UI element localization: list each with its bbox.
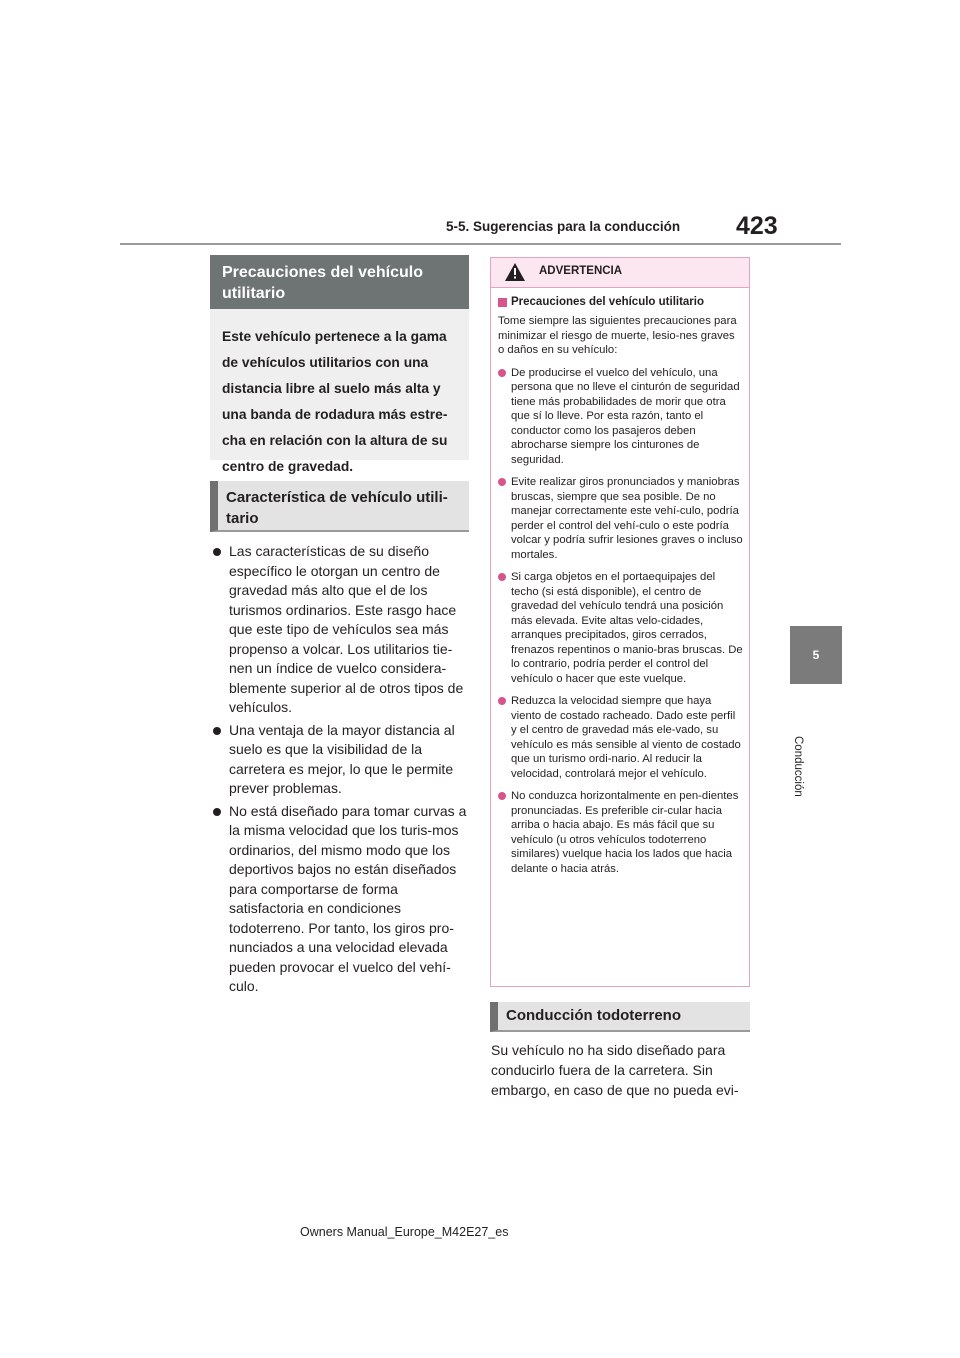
pink-bullet-icon — [498, 697, 506, 705]
pink-bullet-icon — [498, 573, 506, 581]
bullet-text: Las características de su diseño específico le otorgan un centro de gravedad más alto que el de los turismos ordinarios. Este rasgo hace que este tipo de vehículos sea más propenso a volcar. Los utilitarios tie-nen un índice de vuelco considera-blemente superior al de otros tipos de vehículos. — [229, 543, 464, 715]
warning-header — [491, 258, 749, 288]
bullet-icon — [213, 727, 221, 735]
warning-box — [490, 257, 750, 987]
list-item — [210, 542, 472, 718]
warning-triangle-icon — [505, 263, 525, 281]
heading-conduccion-todoterreno: Conducción todoterreno — [490, 1002, 750, 1032]
list-item — [498, 570, 743, 686]
warning-item-text: Si carga objetos en el portaequipajes del techo (si está disponible), el centro de gravedad del vehículo tendrá una posición más elevada. Evite altas velo-cidades, arranques precipitados, giros cerrados, frenazos repentinos o manio-bras bruscas. De lo contrario, podría perder el control del vehículo o hacer que este vuelque. — [511, 571, 743, 685]
list-item — [210, 802, 472, 997]
intro-box: Este vehículo pertenece a la gama de vehículos utilitarios con una distancia libre al suelo más alta y una banda de rodadura más estre-cha en relación con la altura de su centro de gravedad. — [210, 309, 469, 460]
warning-intro: Tome siempre las siguientes precauciones para minimizar el riesgo de muerte, lesio-nes graves o daños en su vehículo: — [498, 315, 737, 356]
warning-item-text: No conduzca horizontalmente en pen-dientes pronunciadas. Es preferible cir-cular hacia arriba o hacia abajo. Es más fácil que su vehículo (u otros vehículos todoterreno similares) vuelque hacia los lados que hacia delante o hacia atrás. — [511, 790, 739, 875]
warning-item-text: De producirse el vuelco del vehículo, una persona que no lleve el cinturón de seguridad tiene más probabilidades de morir que otra que sí lo lleve. Por esta razón, tanto el conductor como los pasajeros deben abrocharse siempre los cinturones de seguridad. — [511, 366, 740, 466]
warning-subtitle-text: Precauciones del vehículo utilitario — [511, 296, 705, 308]
heading-precauciones: Precauciones del vehículo utilitario — [210, 255, 469, 309]
pink-bullet-icon — [498, 792, 506, 800]
list-item — [498, 475, 743, 562]
square-bullet-icon — [498, 298, 507, 307]
page-number: 423 — [736, 212, 778, 240]
warning-item-text: Evite realizar giros pronunciados y maniobras bruscas, siempre que sea posible. De no manejar correctamente este vehí-culo, podría perder el control del vehí-culo o este podría volcar y podría sufrir lesiones graves o incluso mortales. — [511, 476, 743, 561]
bullet-text: Una ventaja de la mayor distancia al suelo es que la visibilidad de la carretera es mejor, lo que le permite prever problemas. — [229, 721, 455, 796]
header-rule — [120, 243, 841, 245]
warning-body — [491, 288, 749, 876]
offroad-paragraph: Su vehículo no ha sido diseñado para conducirlo fuera de la carretera. Sin embargo, en caso de que no pueda evi- — [491, 1042, 739, 1098]
bullet-list — [210, 542, 472, 1000]
section-title: 5-5. Sugerencias para la conducción — [446, 219, 681, 234]
warning-item-text: Reduzca la velocidad siempre que haya viento de costado racheado. Dado este perfil y el centro de gravedad más ele-vado, su vehículo es más sensible al viento de costado que un turismo ordi-nario. Al reducir la velocidad, controlará mejor el vehículo. — [511, 695, 741, 780]
chapter-side-label: Conducción — [792, 736, 804, 797]
list-item — [498, 366, 743, 468]
heading-caracteristica: Característica de vehículo utili-tario — [210, 481, 469, 532]
footer-text: Owners Manual_Europe_M42E27_es — [300, 1225, 509, 1239]
chapter-tab: 5 — [790, 626, 842, 684]
bullet-text: No está diseñado para tomar curvas a la misma velocidad que los turis-mos ordinarios, del mismo modo que los deportivos bajos no están diseñados para comportarse de forma satisfactoria en condiciones todoterreno. Por tanto, los giros pro-nunciados a una velocidad elevada pueden provocar el vuelco del vehí-culo. — [229, 802, 467, 994]
pink-bullet-icon — [498, 369, 506, 377]
warning-title: ADVERTENCIA — [539, 265, 623, 277]
list-item — [498, 789, 743, 876]
list-item — [210, 721, 472, 799]
bullet-icon — [213, 808, 221, 816]
warning-subtitle — [498, 296, 743, 308]
list-item — [498, 694, 743, 781]
pink-bullet-icon — [498, 478, 506, 486]
bullet-icon — [213, 548, 221, 556]
